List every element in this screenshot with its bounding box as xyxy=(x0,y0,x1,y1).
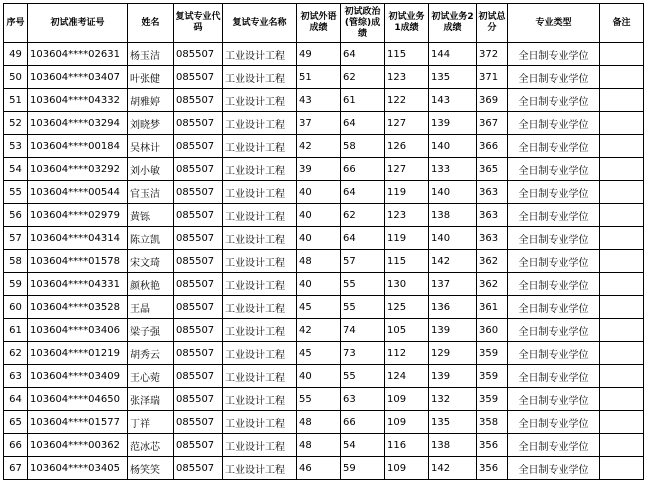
cell-politics: 66 xyxy=(341,411,385,434)
cell-seq: 64 xyxy=(4,388,28,411)
cell-subject2: 140 xyxy=(429,181,477,204)
cell-subject1: 123 xyxy=(385,66,429,89)
cell-exam-id: 103604****01577 xyxy=(28,411,128,434)
cell-subject2: 139 xyxy=(429,319,477,342)
cell-foreign-lang: 45 xyxy=(297,342,341,365)
cell-major-type: 全日制专业学位 xyxy=(508,66,600,89)
cell-exam-id: 103604****01578 xyxy=(28,250,128,273)
cell-retest-major: 工业设计工程 xyxy=(223,204,297,227)
cell-seq: 57 xyxy=(4,227,28,250)
cell-exam-id: 103604****00544 xyxy=(28,181,128,204)
cell-subject1: 105 xyxy=(385,319,429,342)
cell-remarks xyxy=(600,457,644,480)
cell-retest-major: 工业设计工程 xyxy=(223,250,297,273)
table-row xyxy=(4,135,644,158)
cell-major-type: 全日制专业学位 xyxy=(508,319,600,342)
cell-subject1: 112 xyxy=(385,342,429,365)
cell-subject1: 127 xyxy=(385,158,429,181)
cell-total: 359 xyxy=(477,365,508,388)
cell-subject2: 144 xyxy=(429,43,477,66)
table-row xyxy=(4,411,644,434)
cell-seq: 52 xyxy=(4,112,28,135)
cell-remarks xyxy=(600,135,644,158)
cell-retest-code: 085507 xyxy=(174,365,223,388)
cell-subject2: 142 xyxy=(429,250,477,273)
cell-exam-id: 103604****03406 xyxy=(28,319,128,342)
cell-retest-code: 085507 xyxy=(174,250,223,273)
cell-remarks xyxy=(600,204,644,227)
cell-exam-id: 103604****04332 xyxy=(28,89,128,112)
cell-seq: 67 xyxy=(4,457,28,480)
cell-name: 范冰芯 xyxy=(128,434,174,457)
cell-seq: 61 xyxy=(4,319,28,342)
cell-total: 362 xyxy=(477,273,508,296)
cell-exam-id: 103604****03528 xyxy=(28,296,128,319)
cell-subject1: 116 xyxy=(385,434,429,457)
cell-retest-code: 085507 xyxy=(174,181,223,204)
cell-subject1: 115 xyxy=(385,250,429,273)
cell-foreign-lang: 40 xyxy=(297,365,341,388)
cell-retest-code: 085507 xyxy=(174,135,223,158)
cell-retest-major: 工业设计工程 xyxy=(223,273,297,296)
cell-seq: 60 xyxy=(4,296,28,319)
cell-foreign-lang: 55 xyxy=(297,388,341,411)
cell-seq: 50 xyxy=(4,66,28,89)
cell-seq: 59 xyxy=(4,273,28,296)
cell-subject2: 136 xyxy=(429,296,477,319)
cell-exam-id: 103604****01219 xyxy=(28,342,128,365)
cell-major-type: 全日制专业学位 xyxy=(508,434,600,457)
table-row xyxy=(4,204,644,227)
cell-politics: 64 xyxy=(341,112,385,135)
cell-subject2: 137 xyxy=(429,273,477,296)
cell-politics: 64 xyxy=(341,43,385,66)
table-row xyxy=(4,296,644,319)
cell-subject1: 124 xyxy=(385,365,429,388)
cell-foreign-lang: 48 xyxy=(297,434,341,457)
cell-foreign-lang: 40 xyxy=(297,227,341,250)
cell-major-type: 全日制专业学位 xyxy=(508,273,600,296)
table-row xyxy=(4,227,644,250)
cell-subject1: 109 xyxy=(385,457,429,480)
cell-retest-major: 工业设计工程 xyxy=(223,319,297,342)
cell-retest-major: 工业设计工程 xyxy=(223,66,297,89)
cell-exam-id: 103604****03405 xyxy=(28,457,128,480)
cell-name: 刘晓梦 xyxy=(128,112,174,135)
cell-retest-code: 085507 xyxy=(174,227,223,250)
table-row xyxy=(4,434,644,457)
header-subject1: 初试业务1成绩 xyxy=(385,4,429,43)
cell-retest-major: 工业设计工程 xyxy=(223,181,297,204)
cell-name: 官玉洁 xyxy=(128,181,174,204)
cell-subject1: 122 xyxy=(385,89,429,112)
cell-subject2: 135 xyxy=(429,411,477,434)
header-total: 初试总分 xyxy=(477,4,508,43)
cell-retest-major: 工业设计工程 xyxy=(223,43,297,66)
header-politics: 初试政治(管综)成绩 xyxy=(341,4,385,43)
cell-total: 358 xyxy=(477,411,508,434)
cell-foreign-lang: 40 xyxy=(297,181,341,204)
cell-subject1: 125 xyxy=(385,296,429,319)
cell-foreign-lang: 45 xyxy=(297,296,341,319)
cell-major-type: 全日制专业学位 xyxy=(508,250,600,273)
cell-retest-major: 工业设计工程 xyxy=(223,135,297,158)
cell-remarks xyxy=(600,112,644,135)
cell-foreign-lang: 37 xyxy=(297,112,341,135)
cell-remarks xyxy=(600,158,644,181)
table-body xyxy=(4,43,644,480)
cell-retest-code: 085507 xyxy=(174,273,223,296)
cell-subject1: 115 xyxy=(385,43,429,66)
table-row xyxy=(4,319,644,342)
cell-total: 359 xyxy=(477,388,508,411)
header-row xyxy=(4,4,644,43)
cell-remarks xyxy=(600,273,644,296)
cell-politics: 57 xyxy=(341,250,385,273)
cell-retest-major: 工业设计工程 xyxy=(223,388,297,411)
cell-retest-code: 085507 xyxy=(174,158,223,181)
cell-name: 陈立凯 xyxy=(128,227,174,250)
cell-exam-id: 103604****04314 xyxy=(28,227,128,250)
cell-name: 杨笑笑 xyxy=(128,457,174,480)
cell-subject2: 138 xyxy=(429,434,477,457)
table-row xyxy=(4,43,644,66)
cell-total: 365 xyxy=(477,158,508,181)
cell-politics: 62 xyxy=(341,66,385,89)
cell-retest-code: 085507 xyxy=(174,457,223,480)
cell-politics: 66 xyxy=(341,158,385,181)
table-row xyxy=(4,457,644,480)
cell-subject2: 140 xyxy=(429,227,477,250)
cell-foreign-lang: 39 xyxy=(297,158,341,181)
cell-subject2: 139 xyxy=(429,112,477,135)
cell-seq: 53 xyxy=(4,135,28,158)
cell-seq: 51 xyxy=(4,89,28,112)
cell-name: 王晶 xyxy=(128,296,174,319)
table-row xyxy=(4,181,644,204)
cell-major-type: 全日制专业学位 xyxy=(508,296,600,319)
cell-seq: 54 xyxy=(4,158,28,181)
cell-major-type: 全日制专业学位 xyxy=(508,135,600,158)
cell-seq: 49 xyxy=(4,43,28,66)
cell-remarks xyxy=(600,89,644,112)
cell-seq: 58 xyxy=(4,250,28,273)
table-row xyxy=(4,365,644,388)
cell-major-type: 全日制专业学位 xyxy=(508,158,600,181)
cell-foreign-lang: 49 xyxy=(297,43,341,66)
cell-seq: 55 xyxy=(4,181,28,204)
cell-seq: 56 xyxy=(4,204,28,227)
cell-retest-code: 085507 xyxy=(174,204,223,227)
cell-name: 宋文琦 xyxy=(128,250,174,273)
cell-subject2: 143 xyxy=(429,89,477,112)
cell-subject2: 142 xyxy=(429,457,477,480)
cell-subject2: 129 xyxy=(429,342,477,365)
table-header xyxy=(4,4,644,43)
cell-remarks xyxy=(600,296,644,319)
cell-subject2: 133 xyxy=(429,158,477,181)
cell-major-type: 全日制专业学位 xyxy=(508,388,600,411)
cell-subject1: 130 xyxy=(385,273,429,296)
cell-total: 371 xyxy=(477,66,508,89)
header-foreign-lang: 初试外语成绩 xyxy=(297,4,341,43)
cell-remarks xyxy=(600,66,644,89)
cell-major-type: 全日制专业学位 xyxy=(508,411,600,434)
cell-politics: 64 xyxy=(341,181,385,204)
cell-retest-major: 工业设计工程 xyxy=(223,158,297,181)
cell-total: 360 xyxy=(477,319,508,342)
cell-remarks xyxy=(600,365,644,388)
header-retest-major: 复试专业名称 xyxy=(223,4,297,43)
cell-subject2: 138 xyxy=(429,204,477,227)
cell-retest-major: 工业设计工程 xyxy=(223,89,297,112)
cell-foreign-lang: 42 xyxy=(297,135,341,158)
cell-retest-major: 工业设计工程 xyxy=(223,112,297,135)
cell-subject1: 109 xyxy=(385,388,429,411)
cell-name: 胡秀云 xyxy=(128,342,174,365)
cell-subject2: 140 xyxy=(429,135,477,158)
cell-major-type: 全日制专业学位 xyxy=(508,342,600,365)
cell-exam-id: 103604****00184 xyxy=(28,135,128,158)
cell-retest-code: 085507 xyxy=(174,89,223,112)
cell-retest-major: 工业设计工程 xyxy=(223,342,297,365)
header-exam-id: 初试准考证号 xyxy=(28,4,128,43)
cell-foreign-lang: 48 xyxy=(297,250,341,273)
table-row xyxy=(4,89,644,112)
cell-total: 359 xyxy=(477,342,508,365)
cell-name: 梁子强 xyxy=(128,319,174,342)
header-remarks: 备注 xyxy=(600,4,644,43)
cell-subject1: 119 xyxy=(385,227,429,250)
cell-total: 369 xyxy=(477,89,508,112)
cell-name: 黄铄 xyxy=(128,204,174,227)
cell-total: 367 xyxy=(477,112,508,135)
cell-total: 372 xyxy=(477,43,508,66)
cell-retest-code: 085507 xyxy=(174,296,223,319)
cell-subject1: 123 xyxy=(385,204,429,227)
cell-politics: 54 xyxy=(341,434,385,457)
cell-remarks xyxy=(600,227,644,250)
cell-remarks xyxy=(600,388,644,411)
cell-retest-major: 工业设计工程 xyxy=(223,457,297,480)
cell-retest-code: 085507 xyxy=(174,434,223,457)
cell-major-type: 全日制专业学位 xyxy=(508,112,600,135)
cell-major-type: 全日制专业学位 xyxy=(508,89,600,112)
cell-remarks xyxy=(600,342,644,365)
cell-politics: 73 xyxy=(341,342,385,365)
table-row xyxy=(4,273,644,296)
cell-retest-major: 工业设计工程 xyxy=(223,296,297,319)
cell-retest-major: 工业设计工程 xyxy=(223,227,297,250)
cell-exam-id: 103604****02631 xyxy=(28,43,128,66)
cell-seq: 66 xyxy=(4,434,28,457)
header-retest-code: 复试专业代码 xyxy=(174,4,223,43)
cell-exam-id: 103604****04650 xyxy=(28,388,128,411)
cell-exam-id: 103604****03407 xyxy=(28,66,128,89)
cell-total: 356 xyxy=(477,434,508,457)
cell-name: 叶张健 xyxy=(128,66,174,89)
cell-subject1: 109 xyxy=(385,411,429,434)
cell-total: 362 xyxy=(477,250,508,273)
cell-major-type: 全日制专业学位 xyxy=(508,204,600,227)
cell-foreign-lang: 40 xyxy=(297,273,341,296)
cell-foreign-lang: 46 xyxy=(297,457,341,480)
cell-total: 356 xyxy=(477,457,508,480)
cell-politics: 64 xyxy=(341,227,385,250)
cell-major-type: 全日制专业学位 xyxy=(508,43,600,66)
cell-politics: 55 xyxy=(341,273,385,296)
cell-major-type: 全日制专业学位 xyxy=(508,181,600,204)
cell-exam-id: 103604****03409 xyxy=(28,365,128,388)
cell-remarks xyxy=(600,43,644,66)
cell-foreign-lang: 43 xyxy=(297,89,341,112)
cell-politics: 55 xyxy=(341,296,385,319)
cell-retest-code: 085507 xyxy=(174,342,223,365)
cell-name: 张泽瑞 xyxy=(128,388,174,411)
cell-total: 366 xyxy=(477,135,508,158)
cell-foreign-lang: 48 xyxy=(297,411,341,434)
cell-total: 361 xyxy=(477,296,508,319)
table-row xyxy=(4,112,644,135)
cell-remarks xyxy=(600,250,644,273)
cell-politics: 62 xyxy=(341,204,385,227)
cell-total: 363 xyxy=(477,181,508,204)
cell-retest-code: 085507 xyxy=(174,411,223,434)
cell-retest-code: 085507 xyxy=(174,112,223,135)
cell-major-type: 全日制专业学位 xyxy=(508,457,600,480)
cell-politics: 55 xyxy=(341,365,385,388)
cell-foreign-lang: 51 xyxy=(297,66,341,89)
cell-remarks xyxy=(600,434,644,457)
cell-foreign-lang: 40 xyxy=(297,204,341,227)
cell-retest-code: 085507 xyxy=(174,66,223,89)
cell-politics: 61 xyxy=(341,89,385,112)
header-name: 姓名 xyxy=(128,4,174,43)
cell-total: 363 xyxy=(477,204,508,227)
cell-subject1: 126 xyxy=(385,135,429,158)
cell-name: 颜秋艳 xyxy=(128,273,174,296)
cell-subject2: 135 xyxy=(429,66,477,89)
header-seq: 序号 xyxy=(4,4,28,43)
cell-name: 胡雅婷 xyxy=(128,89,174,112)
cell-politics: 63 xyxy=(341,388,385,411)
table-row xyxy=(4,250,644,273)
cell-major-type: 全日制专业学位 xyxy=(508,365,600,388)
header-subject2: 初试业务2成绩 xyxy=(429,4,477,43)
score-table xyxy=(3,3,644,480)
cell-seq: 65 xyxy=(4,411,28,434)
cell-exam-id: 103604****00362 xyxy=(28,434,128,457)
cell-exam-id: 103604****02979 xyxy=(28,204,128,227)
cell-exam-id: 103604****04331 xyxy=(28,273,128,296)
cell-foreign-lang: 42 xyxy=(297,319,341,342)
cell-major-type: 全日制专业学位 xyxy=(508,227,600,250)
cell-seq: 63 xyxy=(4,365,28,388)
cell-subject2: 132 xyxy=(429,388,477,411)
cell-subject1: 127 xyxy=(385,112,429,135)
cell-politics: 58 xyxy=(341,135,385,158)
cell-name: 丁祥 xyxy=(128,411,174,434)
cell-total: 363 xyxy=(477,227,508,250)
cell-exam-id: 103604****03292 xyxy=(28,158,128,181)
cell-name: 刘小敏 xyxy=(128,158,174,181)
cell-name: 杨玉洁 xyxy=(128,43,174,66)
cell-exam-id: 103604****03294 xyxy=(28,112,128,135)
cell-politics: 74 xyxy=(341,319,385,342)
cell-retest-major: 工业设计工程 xyxy=(223,434,297,457)
cell-remarks xyxy=(600,411,644,434)
cell-name: 吴林计 xyxy=(128,135,174,158)
header-major-type: 专业类型 xyxy=(508,4,600,43)
table-row xyxy=(4,158,644,181)
cell-retest-code: 085507 xyxy=(174,388,223,411)
cell-subject2: 139 xyxy=(429,365,477,388)
cell-remarks xyxy=(600,181,644,204)
table-row xyxy=(4,342,644,365)
cell-politics: 59 xyxy=(341,457,385,480)
cell-retest-code: 085507 xyxy=(174,43,223,66)
cell-seq: 62 xyxy=(4,342,28,365)
cell-remarks xyxy=(600,319,644,342)
cell-name: 王心菀 xyxy=(128,365,174,388)
table-row xyxy=(4,66,644,89)
cell-retest-major: 工业设计工程 xyxy=(223,411,297,434)
cell-retest-major: 工业设计工程 xyxy=(223,365,297,388)
cell-subject1: 119 xyxy=(385,181,429,204)
cell-retest-code: 085507 xyxy=(174,319,223,342)
table-row xyxy=(4,388,644,411)
